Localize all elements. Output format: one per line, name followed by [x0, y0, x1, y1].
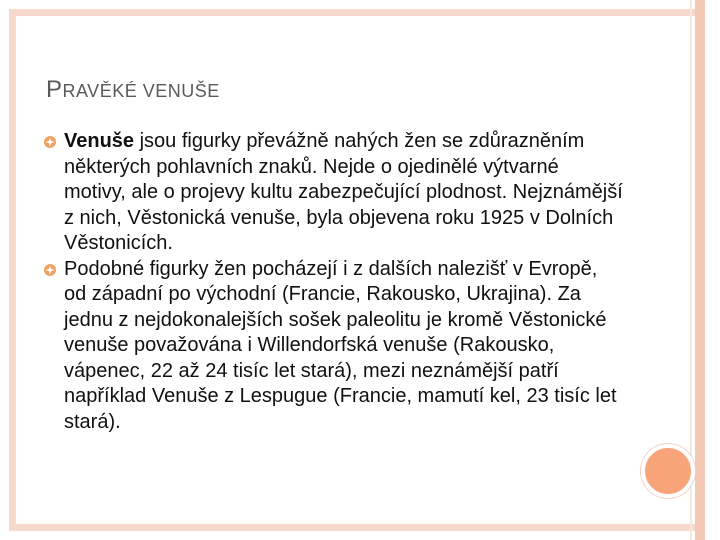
bullet-item-1	[44, 129, 624, 257]
bullet-1-text: jsou figurky převážně nahých žen se zdůrazněním některých pohlavních znaků. Nejde o ojedinělé výtvarné motivy, ale o projevy kultu zabezpečující plodnost. Nejznámější z nich, Věstonická venuše, byla objevena roku 1925 v Dolních Věstonicích.	[64, 130, 623, 254]
bullet-item-2	[44, 257, 624, 436]
right-decor-band	[695, 0, 705, 540]
diamond-star-icon	[44, 264, 56, 276]
title-initial: P	[46, 76, 63, 103]
title-rest: RAVĚKÉ VENUŠE	[62, 81, 220, 101]
bullet-1-bold: Venuše	[64, 130, 135, 152]
slide-content	[44, 129, 624, 435]
bullet-2-text: Podobné figurky žen pocházejí i z dalších nalezišť v Evropě, od západní po východní (Francie, Rakousko, Ukrajina). Za jednu z nejdokonalejších sošek paleolitu je kromě Věstonické venuše považována i Willendorfská venuše (Rakousko, vápenec, 22 až 24 tisíc let stará), mezi neznámější patří například Venuše z Lespugue (Francie, mamutí kel, 23 tisíc let stará).	[64, 257, 617, 433]
slide-title	[46, 76, 220, 104]
accent-circle	[641, 444, 695, 498]
diamond-star-icon	[44, 136, 56, 148]
